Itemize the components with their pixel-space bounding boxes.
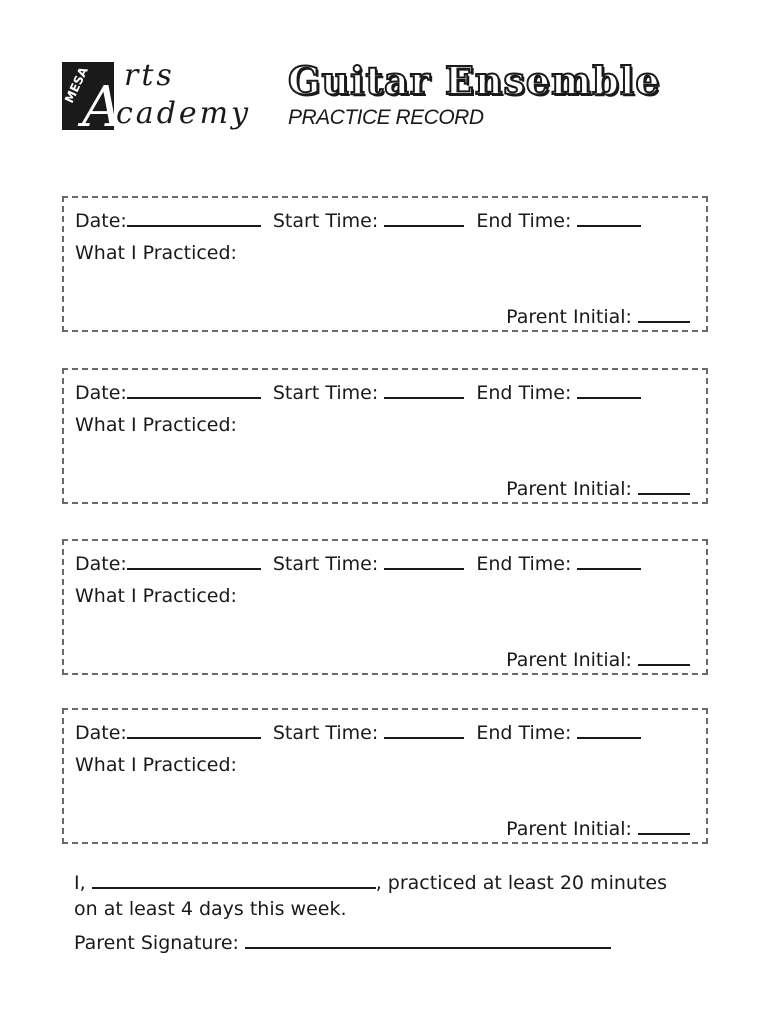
logo-letter: A bbox=[82, 75, 123, 140]
end-time-field[interactable] bbox=[577, 211, 641, 227]
practiced-label: What I Practiced: bbox=[75, 242, 237, 264]
student-name-field[interactable] bbox=[92, 873, 376, 889]
mesa-arts-academy-logo bbox=[62, 62, 123, 140]
practice-entry bbox=[62, 708, 708, 844]
parent-initial-field[interactable] bbox=[638, 479, 690, 495]
parent-initial-label: Parent Initial: bbox=[506, 306, 632, 328]
date-field[interactable] bbox=[127, 554, 261, 570]
date-field[interactable] bbox=[127, 383, 261, 399]
logo-line-2: cademy bbox=[116, 96, 252, 131]
entry-header-row bbox=[75, 722, 641, 744]
entry-header-row bbox=[75, 553, 641, 575]
start-time-label: Start Time: bbox=[272, 722, 379, 744]
start-time-label: Start Time: bbox=[272, 553, 379, 575]
end-time-label: End Time: bbox=[476, 553, 572, 575]
parent-initial-label: Parent Initial: bbox=[506, 649, 632, 671]
practiced-label: What I Practiced: bbox=[75, 414, 237, 436]
practiced-label: What I Practiced: bbox=[75, 754, 237, 776]
end-time-label: End Time: bbox=[476, 722, 572, 744]
start-time-field[interactable] bbox=[384, 554, 464, 570]
pledge-prefix: I, bbox=[74, 872, 86, 894]
start-time-field[interactable] bbox=[384, 383, 464, 399]
end-time-field[interactable] bbox=[577, 723, 641, 739]
weekly-pledge bbox=[74, 870, 674, 922]
date-field[interactable] bbox=[127, 211, 261, 227]
practice-entry bbox=[62, 539, 708, 675]
parent-initial-label: Parent Initial: bbox=[506, 818, 632, 840]
parent-signature-label: Parent Signature: bbox=[74, 932, 239, 954]
date-label: Date: bbox=[75, 210, 127, 232]
parent-signature-row bbox=[74, 932, 611, 954]
logo-line-1: rts bbox=[124, 58, 175, 93]
page-subtitle: PRACTICE RECORD bbox=[288, 106, 484, 129]
end-time-label: End Time: bbox=[476, 382, 572, 404]
date-field[interactable] bbox=[127, 723, 261, 739]
logo-badge-text: MESA bbox=[62, 64, 91, 106]
start-time-field[interactable] bbox=[384, 723, 464, 739]
page-title: Guitar Ensemble bbox=[288, 58, 661, 103]
entry-header-row bbox=[75, 210, 641, 232]
parent-initial-row bbox=[506, 478, 690, 500]
parent-initial-row bbox=[506, 306, 690, 328]
date-label: Date: bbox=[75, 382, 127, 404]
practiced-label: What I Practiced: bbox=[75, 585, 237, 607]
pledge-text: , practiced at least 20 minutes on at least 4 days this week. bbox=[74, 872, 667, 920]
practice-entry bbox=[62, 196, 708, 332]
start-time-field[interactable] bbox=[384, 211, 464, 227]
parent-initial-row bbox=[506, 649, 690, 671]
parent-signature-field[interactable] bbox=[245, 933, 611, 949]
parent-initial-label: Parent Initial: bbox=[506, 478, 632, 500]
date-label: Date: bbox=[75, 722, 127, 744]
start-time-label: Start Time: bbox=[272, 210, 379, 232]
parent-initial-field[interactable] bbox=[638, 650, 690, 666]
entry-header-row bbox=[75, 382, 641, 404]
parent-initial-field[interactable] bbox=[638, 819, 690, 835]
end-time-label: End Time: bbox=[476, 210, 572, 232]
end-time-field[interactable] bbox=[577, 383, 641, 399]
practice-entry bbox=[62, 368, 708, 504]
parent-initial-row bbox=[506, 818, 690, 840]
end-time-field[interactable] bbox=[577, 554, 641, 570]
start-time-label: Start Time: bbox=[272, 382, 379, 404]
parent-initial-field[interactable] bbox=[638, 307, 690, 323]
date-label: Date: bbox=[75, 553, 127, 575]
